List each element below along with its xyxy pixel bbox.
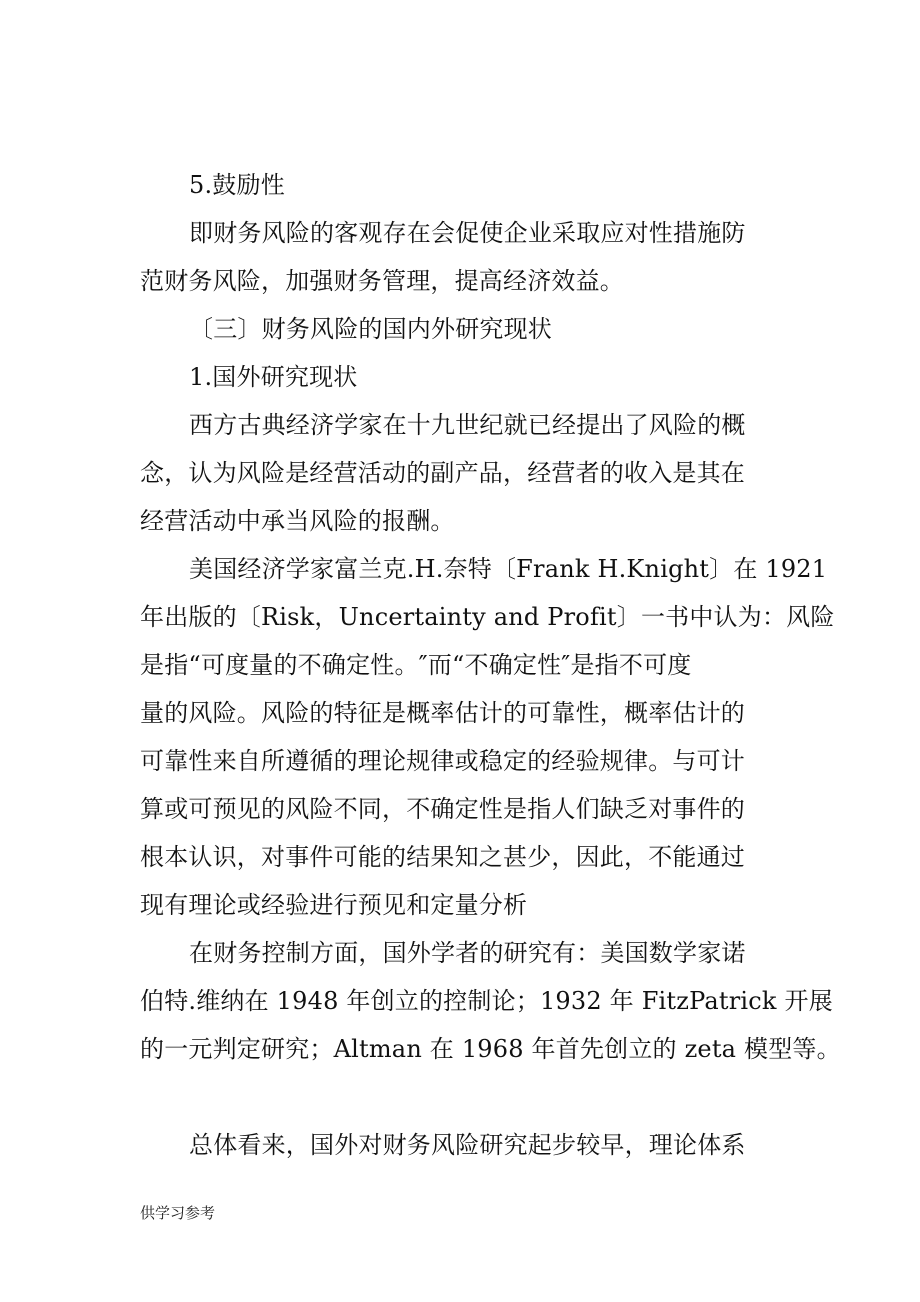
subsection-heading: 1.国外研究现状 [189, 363, 358, 391]
paragraph-line: 算或可预见的风险不同，不确定性是指人们缺乏对事件的 [140, 795, 745, 823]
paragraph-line: 即财务风险的客观存在会促使企业采取应对性措施防 [189, 219, 746, 247]
paragraph-line: 西方古典经济学家在十九世纪就已经提出了风险的概 [189, 411, 746, 439]
paragraph-line: 念，认为风险是经营活动的副产品，经营者的收入是其在 [140, 459, 745, 487]
heading-encouragement: 5.鼓励性 [189, 171, 285, 199]
page-footer: 供学习参考 [140, 1204, 216, 1222]
paragraph-line: 是指“可度量的不确定性。″而“不确定性″是指不可度 [140, 651, 692, 679]
section-heading: 〔三〕财务风险的国内外研究现状 [189, 315, 552, 343]
paragraph-line: 根本认识，对事件可能的结果知之甚少，因此，不能通过 [140, 843, 745, 871]
paragraph-line: 范财务风险，加强财务管理，提高经济效益。 [140, 267, 624, 295]
paragraph-line: 量的风险。风险的特征是概率估计的可靠性，概率估计的 [140, 699, 745, 727]
paragraph-line: 在财务控制方面，国外学者的研究有：美国数学家诺 [189, 939, 746, 967]
paragraph-line: 现有理论或经验进行预见和定量分析 [140, 891, 528, 919]
paragraph-line: 可靠性来自所遵循的理论规律或稳定的经验规律。与可计 [140, 747, 745, 775]
paragraph-line: 经营活动中承当风险的报酬。 [140, 507, 455, 535]
paragraph-line: 总体看来，国外对财务风险研究起步较早，理论体系 [189, 1131, 746, 1159]
paragraph-line: 美国经济学家富兰克.H.奈特〔Frank H.Knight〕在 1921 [189, 555, 828, 583]
paragraph-line: 的一元判定研究；Altman 在 1968 年首先创立的 zeta 模型等。 [140, 1035, 841, 1063]
paragraph-line: 年出版的〔Risk，Uncertainty and Profit〕一书中认为：风险 [140, 603, 835, 631]
paragraph-line: 伯特.维纳在 1948 年创立的控制论；1932 年 FitzPatrick 开展 [140, 987, 833, 1015]
